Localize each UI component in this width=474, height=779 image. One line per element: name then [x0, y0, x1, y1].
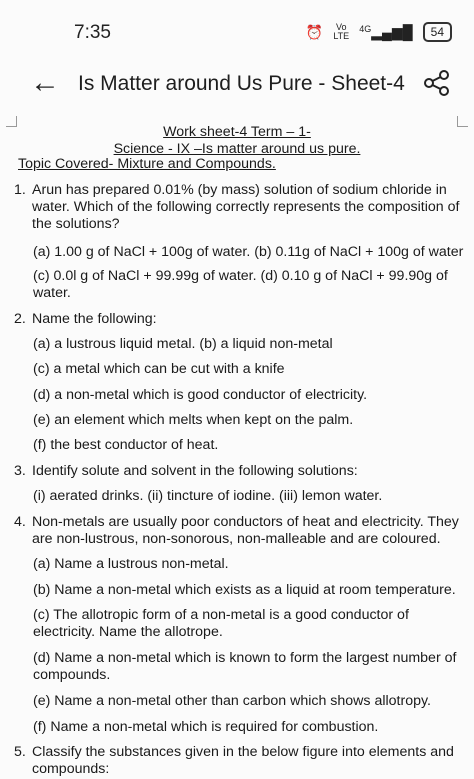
- question-number: 5.: [14, 744, 26, 760]
- question-text: Arun has prepared 0.01% (by mass) solution of sodium chloride in water. Which of the following correctly represents the composition of the solutions?: [32, 182, 460, 232]
- status-time: 7:35: [74, 22, 111, 43]
- question-option: (d) a non-metal which is good conductor of electricity.: [33, 387, 368, 403]
- volte-indicator: Vo LTE: [333, 22, 350, 41]
- question-option: (a) Name a lustrous non-metal.: [33, 556, 229, 572]
- question-option: (e) an element which melts when kept on the palm.: [33, 412, 354, 428]
- question-text: Classify the substances given in the below figure into elements and compounds:: [32, 744, 454, 777]
- battery-icon: 54: [423, 22, 452, 42]
- signal-icon: $^{4G}$▂▄▆█: [359, 23, 413, 40]
- question-option: (a) a lustrous liquid metal. (b) a liquid non-metal: [33, 336, 333, 352]
- topic-line: Topic Covered- Mixture and Compounds.: [18, 156, 276, 172]
- question-number: 3.: [14, 463, 26, 479]
- question-number: 2.: [14, 311, 26, 327]
- question-text: Identify solute and solvent in the following solutions:: [32, 463, 358, 479]
- question-option: (c) a metal which can be cut with a knife: [33, 361, 285, 377]
- worksheet-subheading: Science - IX –Is matter around us pure.: [113, 141, 361, 157]
- question-text: Name the following:: [32, 311, 157, 327]
- status-icons: [306, 22, 452, 42]
- question-option: (f) the best conductor of heat.: [33, 437, 219, 453]
- worksheet-heading: Work sheet-4 Term – 1-: [163, 124, 311, 140]
- question-option: (c) 0.0l g of NaCl + 99.99g of water. (d) 0.10 g of NaCl + 99.90g of water.: [33, 268, 448, 301]
- status-bar: [0, 0, 474, 60]
- alarm-icon: ⏰: [305, 23, 324, 40]
- question-option: (i) aerated drinks. (ii) tincture of iodine. (iii) lemon water.: [33, 488, 383, 504]
- question-number: 1.: [14, 182, 26, 198]
- question-option: (a) 1.00 g of NaCl + 100g of water. (b) 0.11g of NaCl + 100g of water: [33, 244, 464, 260]
- question-option: (e) Name a non-metal other than carbon which shows allotropy.: [33, 693, 431, 709]
- app-bar: [0, 62, 474, 106]
- question-text: Non-metals are usually poor conductors of heat and electricity. They are non-lustrous, non-sonorous, non-malleable and are coloured.: [32, 514, 459, 547]
- back-arrow-icon[interactable]: ←: [30, 66, 60, 99]
- question-number: 4.: [14, 514, 26, 530]
- question-option: (c) The allotropic form of a non-metal is a good conductor of electricity. Name the allotrope.: [33, 607, 409, 640]
- question-option: (b) Name a non-metal which exists as a liquid at room temperature.: [33, 582, 456, 598]
- question-option: (d) Name a non-metal which is known to form the largest number of compounds.: [33, 650, 457, 683]
- page-title: Is Matter around Us Pure - Sheet-4: [78, 72, 405, 95]
- question-option: (f) Name a non-metal which is required for combustion.: [33, 719, 379, 735]
- share-icon[interactable]: [422, 68, 452, 98]
